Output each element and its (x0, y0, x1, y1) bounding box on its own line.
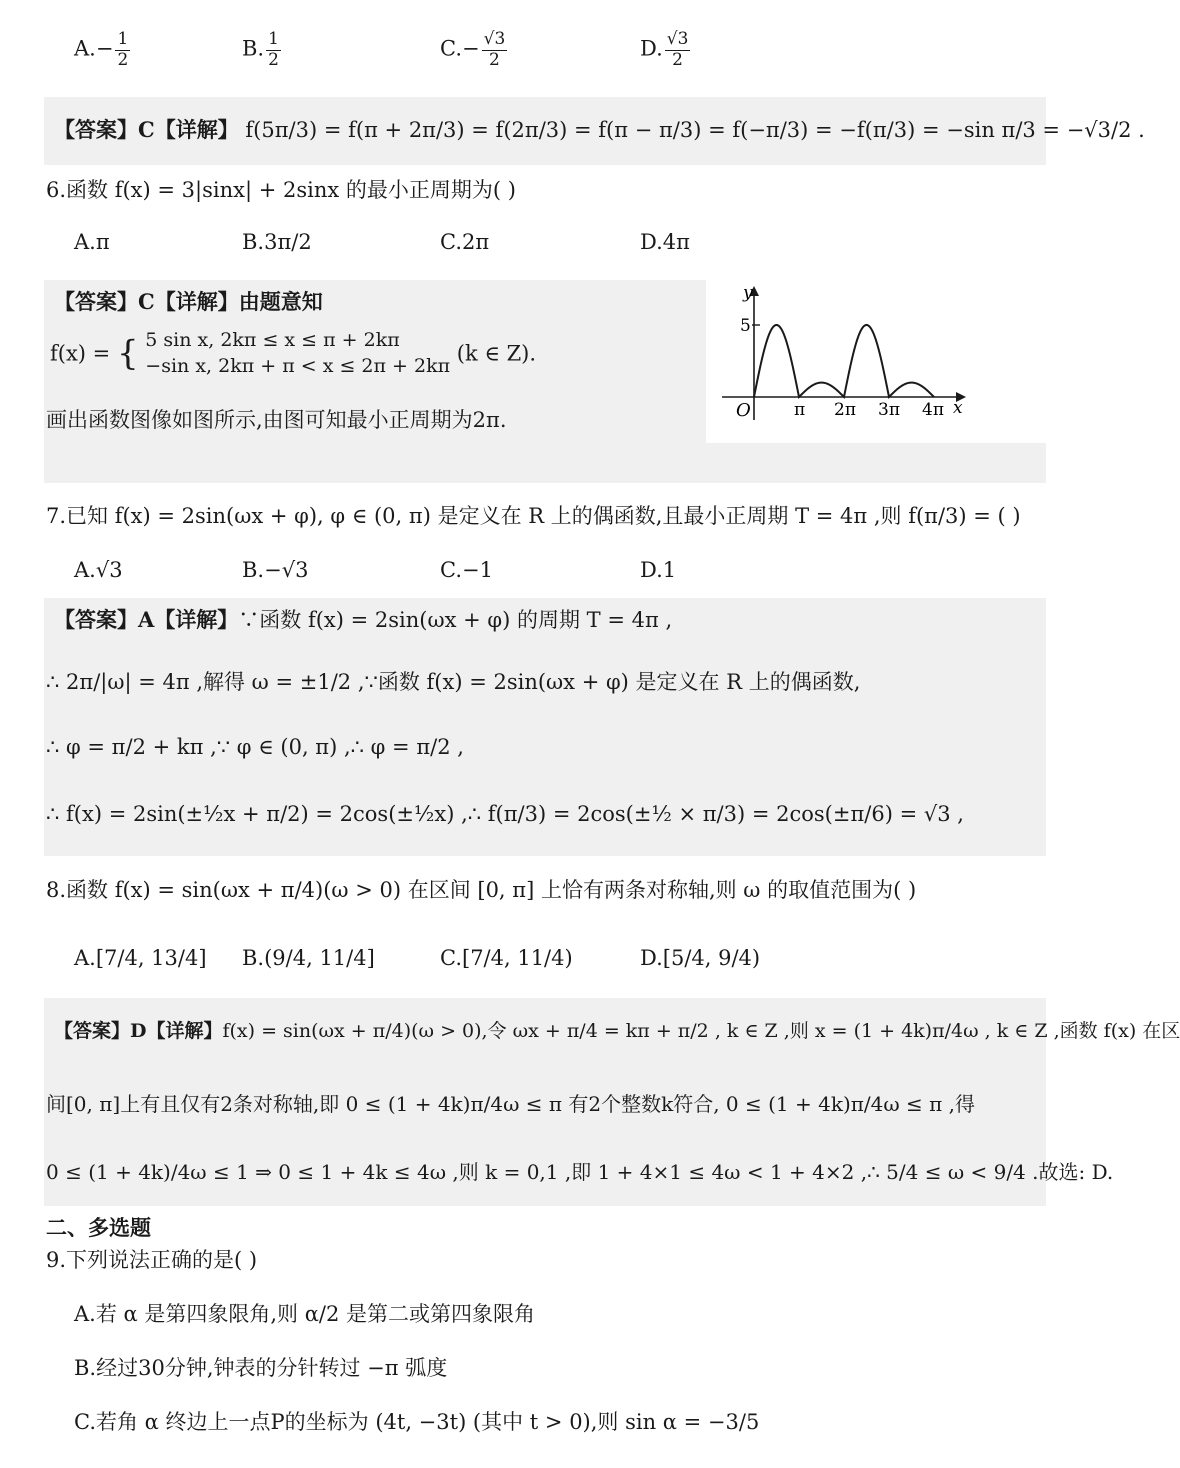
q6-option-b (242, 230, 312, 254)
q7-answer-label: 【答案】A【详解】 (54, 607, 239, 632)
q9-option-a: A.若 α 是第四象限角,则 α/2 是第二或第四象限角 (74, 1302, 536, 1326)
q6-piece-cond: (k ∈ Z). (456, 341, 537, 366)
q6-y-tick-label: 5 (740, 316, 751, 336)
q6-function-curve (754, 325, 934, 397)
q8-stem: 8.函数 f(x) = sin(ωx + π/4)(ω > 0) 在区间 [0, π] 上恰有两条对称轴,则 ω 的取值范围为( ) (46, 878, 917, 902)
q6-option-d (640, 230, 690, 254)
q7-option-a-label: A. (74, 558, 96, 582)
q6-x-tick-4: 4π (922, 400, 944, 420)
q8-option-a-label: A. (74, 946, 96, 970)
q7-line-3: ∴ φ = π/2 + kπ ,∵ φ ∈ (0, π) ,∴ φ = π/2 , (46, 735, 464, 759)
q8-line-1-text: f(x) = sin(ωx + π/4)(ω > 0),令 ωx + π/4 = kπ + π/2 , k ∈ Z ,则 x = (1 + 4k)π/4ω , k ∈ Z ,函数 f(x) 在区 (222, 1020, 1180, 1042)
q8-line-1 (54, 1016, 1180, 1043)
q5-option-a-label: A. (74, 36, 96, 61)
q9-option-b: B.经过30分钟,钟表的分针转过 −π 弧度 (74, 1356, 448, 1380)
q5-option-d (640, 30, 692, 70)
q6-option-b-text: 3π/2 (264, 230, 312, 254)
q8-line-3: 0 ≤ (1 + 4k)/4ω ≤ 1 ⇒ 0 ≤ 1 + 4k ≤ 4ω ,则 k = 0,1 ,即 1 + 4×1 ≤ 4ω < 1 + 4×2 ,∴ 5/4 ≤ ω < 9/4 .故选: D. (46, 1160, 1114, 1184)
q5-option-c (440, 30, 509, 70)
q5-answer-line (54, 114, 1145, 144)
q6-graph (706, 280, 1046, 443)
q6-option-c-text: 2π (462, 230, 490, 254)
q7-option-a (74, 558, 123, 582)
q6-origin-label: O (736, 400, 751, 421)
q7-option-d (640, 558, 676, 582)
q6-x-label: x (953, 398, 963, 418)
q5-option-b-label: B. (242, 36, 265, 61)
q7-line-2: ∴ 2π/|ω| = 4π ,解得 ω = ±1/2 ,∵函数 f(x) = 2sin(ωx + φ) 是定义在 R 上的偶函数, (46, 670, 861, 694)
q7-stem: 7.已知 f(x) = 2sin(ωx + φ), φ ∈ (0, π) 是定义在 R 上的偶函数,且最小正周期 T = 4π ,则 f(π/3) = ( ) (46, 504, 1021, 528)
q6-piece-cases (145, 328, 450, 379)
q8-option-d-text: [5/4, 9/4) (662, 946, 761, 970)
q5-option-d-num: √3 (666, 29, 689, 49)
q5-option-a-sign: − (95, 36, 114, 61)
q6-graph-panel (706, 280, 1046, 443)
q6-stem: 6.函数 f(x) = 3|sinx| + 2sinx 的最小正周期为( ) (46, 178, 516, 202)
q7-line-4: ∴ f(x) = 2sin(±½x + π/2) = 2cos(±½x) ,∴ f(π/3) = 2cos(±½ × π/3) = 2cos(±π/6) = √3 , (46, 802, 964, 826)
q8-answer-label: 【答案】D【详解】 (54, 1020, 223, 1042)
q7-line-1 (54, 604, 672, 634)
q8-option-b (242, 946, 375, 970)
q6-x-tick-3: 3π (878, 400, 900, 420)
q6-option-d-text: 4π (662, 230, 690, 254)
q6-conclusion: 画出函数图像如图所示,由图可知最小正周期为2π. (46, 408, 507, 432)
q7-option-b-text: −√3 (264, 558, 309, 582)
q8-option-b-text: (9/4, 11/4] (264, 946, 375, 970)
q8-option-c (440, 946, 573, 970)
q7-option-c-text: −1 (462, 558, 493, 582)
q6-option-c (440, 230, 489, 254)
q6-fx: f(x) = (50, 341, 111, 366)
q5-answer-detail: f(5π/3) = f(π + 2π/3) = f(2π/3) = f(π − π/3) = f(−π/3) = −f(π/3) = −sin π/3 = −√3/2 . (245, 118, 1145, 142)
q5-option-a-frac (115, 30, 130, 70)
q6-x-tick-1: π (794, 400, 806, 420)
q6-left-brace: { (116, 333, 139, 374)
q6-option-c-label: C. (440, 230, 462, 254)
q5-option-c-den: 2 (489, 49, 500, 70)
q6-y-label: y (743, 283, 753, 303)
q8-option-d (640, 946, 760, 970)
q8-option-d-label: D. (640, 946, 663, 970)
q8-option-a (74, 946, 207, 970)
q5-option-d-frac (665, 30, 691, 70)
q6-option-d-label: D. (640, 230, 663, 254)
q5-option-a (74, 30, 132, 70)
q5-option-d-den: 2 (672, 49, 683, 70)
q8-option-a-text: [7/4, 13/4] (95, 946, 207, 970)
q8-line-2: 间[0, π]上有且仅有2条对称轴,即 0 ≤ (1 + 4k)π/4ω ≤ π 有2个整数k符合, 0 ≤ (1 + 4k)π/4ω ≤ π ,得 (46, 1092, 976, 1116)
q9-option-c: C.若角 α 终边上一点P的坐标为 (4t, −3t) (其中 t > 0),则 sin α = −3/5 (74, 1410, 760, 1434)
q7-option-d-text: 1 (662, 558, 677, 582)
q6-option-a-text: π (95, 230, 110, 254)
q7-option-a-text: √3 (95, 558, 123, 582)
q6-answer-label: 【答案】C【详解】由题意知 (54, 289, 323, 314)
q5-option-c-sign: − (462, 36, 480, 61)
q7-line-1-text: ∵函数 f(x) = 2sin(ωx + φ) 的周期 T = 4π , (238, 608, 673, 632)
q5-option-a-den: 2 (117, 49, 129, 70)
q6-piecewise (50, 328, 536, 379)
q6-piece1: 5 sin x, 2kπ ≤ x ≤ π + 2kπ (145, 329, 400, 351)
q6-option-a-label: A. (74, 230, 96, 254)
q5-option-a-num: 1 (117, 29, 129, 49)
q7-option-b-label: B. (242, 558, 265, 582)
q9-stem: 9.下列说法正确的是( ) (46, 1248, 258, 1272)
q5-option-b (242, 30, 283, 70)
q6-x-tick-2: 2π (834, 400, 856, 420)
q5-option-b-frac (266, 30, 281, 70)
q6-option-b-label: B. (242, 230, 265, 254)
q5-option-c-frac (482, 30, 508, 70)
q5-option-b-num: 1 (268, 29, 279, 49)
q7-option-d-label: D. (640, 558, 663, 582)
q8-option-c-text: [7/4, 11/4) (462, 946, 573, 970)
q5-option-c-label: C. (440, 36, 462, 61)
q7-option-c (440, 558, 493, 582)
q5-option-c-num: √3 (483, 29, 506, 49)
q8-option-b-label: B. (242, 946, 265, 970)
q5-option-d-label: D. (640, 36, 663, 61)
q8-option-c-label: C. (440, 946, 462, 970)
section-2-heading: 二、多选题 (46, 1215, 151, 1240)
q6-option-a (74, 230, 110, 254)
q7-option-c-label: C. (440, 558, 462, 582)
q5-option-b-den: 2 (268, 49, 279, 70)
q7-option-b (242, 558, 308, 582)
q6-piece2: −sin x, 2kπ + π < x ≤ 2π + 2kπ (145, 354, 451, 377)
q5-answer-label: 【答案】C【详解】 (54, 117, 239, 142)
